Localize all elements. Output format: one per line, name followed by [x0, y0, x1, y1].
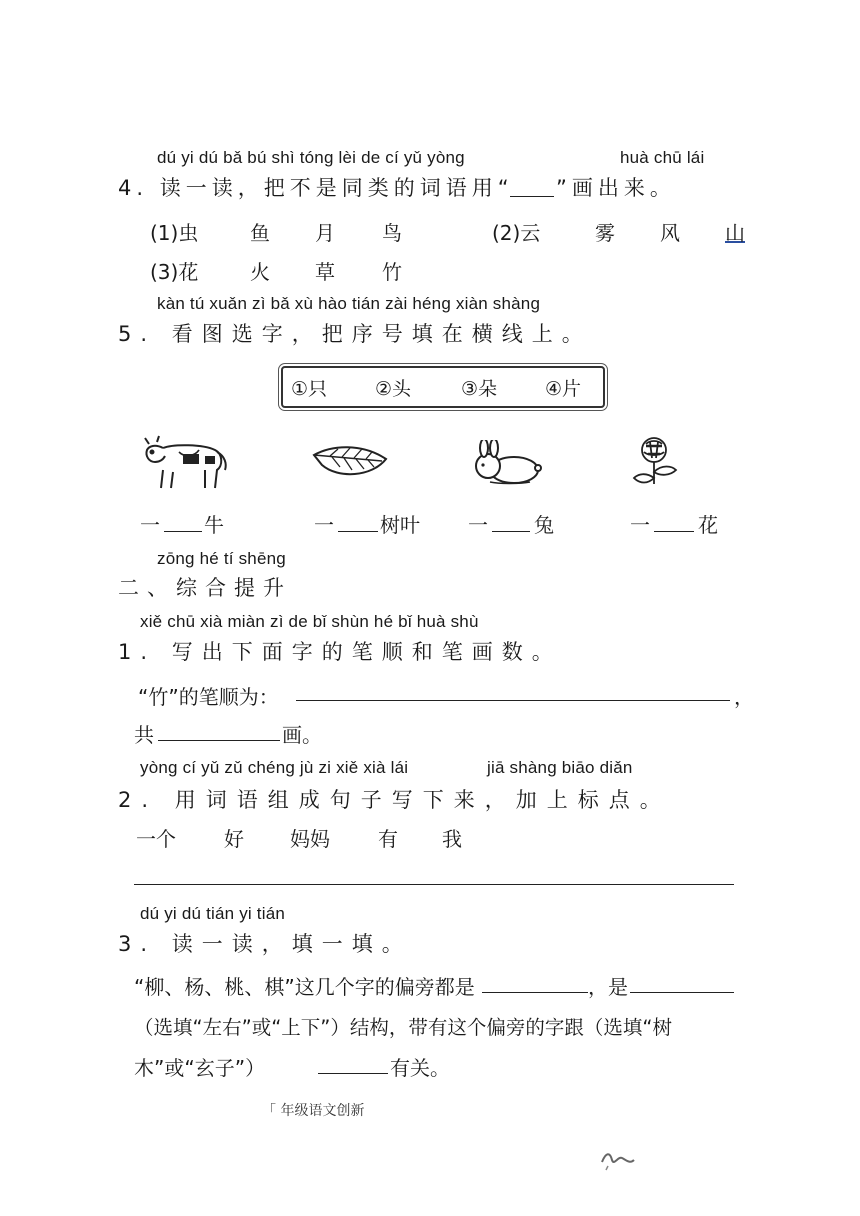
q4-pinyin-b: huà chū lái [620, 148, 705, 167]
q5-text: 5. 看图选字，把序号填在横线上。 [118, 322, 592, 346]
leaf-icon [312, 443, 390, 479]
s2-word[interactable]: 妈妈 [290, 827, 330, 851]
s1-stroke-order-line[interactable] [296, 700, 730, 701]
rabbit-icon [470, 440, 544, 486]
s1-line1-end: ， [734, 685, 754, 709]
q5-blank-suffix: 牛 [204, 513, 224, 537]
q5-blank-suffix: 兔 [534, 513, 554, 537]
s3-relation-line[interactable] [318, 1073, 388, 1074]
q5-options-box [281, 366, 605, 408]
q5-blank-suffix: 树叶 [380, 513, 420, 537]
s2-pinyin-a: yòng cí yǔ zǔ chéng jù zi xiě xià lái [140, 758, 409, 777]
footer-text: 「 年级语文创新 [262, 1103, 365, 1119]
q5-option[interactable]: ②头 [375, 378, 412, 400]
cow-icon [143, 430, 229, 492]
s1-line2-b: 画。 [282, 723, 322, 747]
q4-word[interactable]: 月 [315, 221, 335, 245]
s2-answer-line[interactable] [134, 884, 734, 885]
q4-word[interactable]: 竹 [382, 260, 402, 284]
q4-word[interactable]: 雾 [595, 221, 615, 245]
q4-pinyin-a: dú yi dú bǎ bú shì tóng lèi de cí yǔ yòng [157, 148, 465, 167]
q5-blank-prefix: 一 [314, 513, 334, 537]
s2-text: 2. 用词语组成句子写下来，加上标点。 [118, 788, 671, 812]
s2-word[interactable]: 我 [442, 827, 462, 851]
s1-stroke-count-line[interactable] [158, 740, 280, 741]
s1-pinyin: xiě chū xià miàn zì de bǐ shùn hé bǐ huà shù [140, 612, 479, 631]
q4-word[interactable]: 风 [660, 221, 680, 245]
q4-group1-label[interactable]: (1)虫 [150, 221, 199, 245]
section2-pinyin: zōng hé tí shēng [157, 549, 286, 568]
q4-underline-sample [510, 196, 554, 197]
q4-word[interactable]: 草 [315, 260, 335, 284]
s2-word[interactable]: 一个 [136, 827, 176, 851]
section2-title: 二、综合提升 [118, 576, 292, 600]
flower-icon [632, 434, 684, 486]
q5-option[interactable]: ③朵 [461, 378, 498, 400]
q5-blank-prefix: 一 [140, 513, 160, 537]
q5-pinyin: kàn tú xuǎn zì bǎ xù hào tián zài héng xiàn shàng [157, 294, 541, 313]
s3-text: 3. 读一读，填一填。 [118, 932, 412, 956]
q4-word-underlined[interactable]: 山 [725, 221, 745, 245]
s1-line2-a: 共 [134, 723, 154, 747]
q4-text-a: 4. 读一读，把不是同类的词语用“ [118, 176, 514, 200]
q5-blank-line[interactable] [654, 531, 694, 532]
s3-line1-a: “柳、杨、桃、棋”这几个字的偏旁都是 [134, 975, 475, 999]
q5-blank-prefix: 一 [630, 513, 650, 537]
q4-word[interactable]: 火 [250, 260, 270, 284]
s2-pinyin-b: jiā shàng biāo diǎn [487, 758, 633, 777]
s3-radical-line[interactable] [482, 992, 588, 993]
q5-option[interactable]: ④片 [545, 378, 582, 400]
s2-word[interactable]: 好 [224, 827, 244, 851]
q4-word[interactable]: 鱼 [250, 221, 270, 245]
s3-line3-b: 有关。 [390, 1056, 450, 1080]
s2-word[interactable]: 有 [378, 827, 398, 851]
q4-group2-label[interactable]: (2)云 [492, 221, 541, 245]
s3-line3-a: 木”或“玄子”） [134, 1056, 266, 1080]
s1-text: 1. 写出下面字的笔顺和笔画数。 [118, 640, 562, 664]
q5-blank-line[interactable] [164, 531, 202, 532]
q5-blank-prefix: 一 [468, 513, 488, 537]
s3-pinyin: dú yi dú tián yi tián [140, 904, 286, 923]
q5-blank-line[interactable] [338, 531, 378, 532]
s3-structure-line[interactable] [630, 992, 734, 993]
q5-option[interactable]: ①只 [291, 378, 328, 400]
scribble-mark-icon [598, 1146, 638, 1172]
q5-blank-suffix: 花 [698, 513, 718, 537]
q4-word[interactable]: 鸟 [382, 221, 402, 245]
s3-line1-b: ，是 [588, 975, 628, 999]
q4-group3-label[interactable]: (3)花 [150, 260, 199, 284]
q4-text-b: ”画出来。 [556, 176, 676, 200]
s3-line2: （选填“左右”或“上下”）结构，带有这个偏旁的字跟（选填“树 [134, 1016, 673, 1039]
q5-blank-line[interactable] [492, 531, 530, 532]
s1-line1: “竹”的笔顺为： [138, 685, 279, 709]
